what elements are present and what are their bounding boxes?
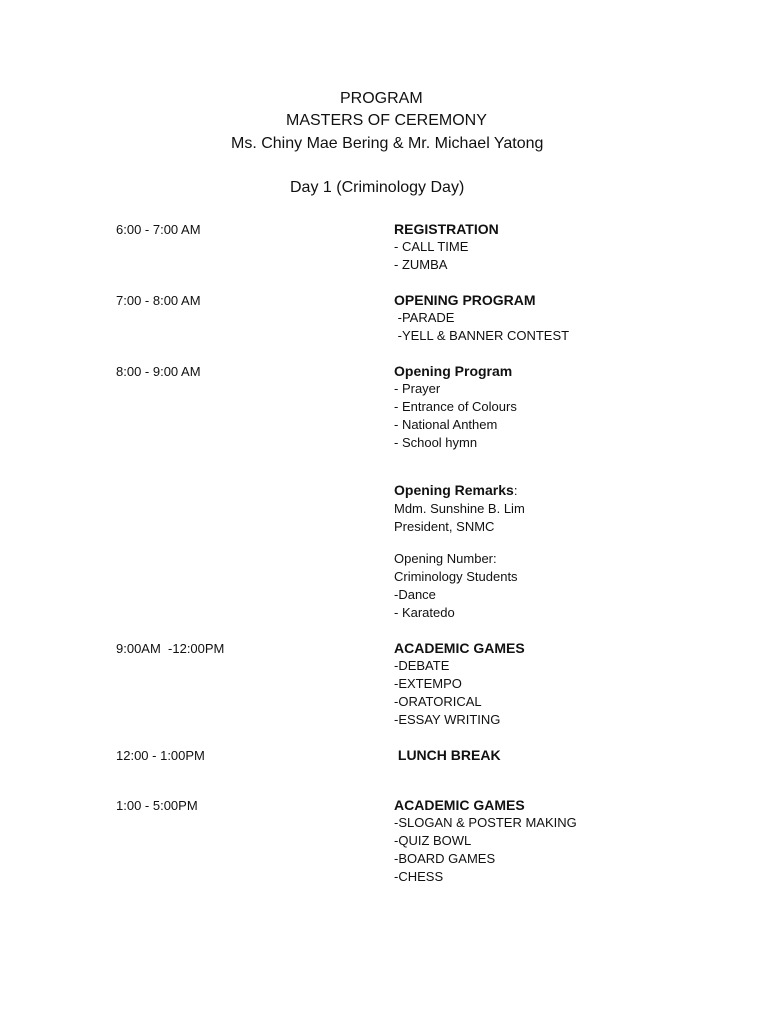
schedule-item: -YELL & BANNER CONTEST	[394, 328, 570, 343]
schedule-item: -ESSAY WRITING	[394, 712, 501, 727]
program-heading: PROGRAM	[340, 90, 423, 107]
schedule-title: REGISTRATION	[394, 221, 499, 237]
speaker-position: President, SNMC	[394, 519, 495, 534]
schedule-item: -BOARD GAMES	[394, 851, 496, 866]
schedule-time-academic-games-afternoon: 1:00 - 5:00PM	[116, 798, 198, 813]
schedule-item: - School hymn	[394, 435, 478, 450]
schedule-time-academic-games-morning: 9:00AM -12:00PM	[116, 641, 225, 656]
schedule-item: -SLOGAN & POSTER MAKING	[394, 815, 577, 830]
schedule-time-lunch: 12:00 - 1:00PM	[116, 748, 205, 763]
schedule-title: LUNCH BREAK	[394, 747, 501, 763]
day-title: Day 1 (Criminology Day)	[290, 179, 465, 196]
schedule-item: -Dance	[394, 587, 436, 602]
schedule-item: -PARADE	[394, 310, 455, 325]
schedule-title: Opening Remarks	[394, 482, 514, 498]
masters-names: Ms. Chiny Mae Bering & Mr. Michael Yatong	[231, 135, 544, 152]
schedule-item: - Karatedo	[394, 605, 455, 620]
schedule-block-academic-games-morning	[394, 639, 525, 729]
schedule-time-opening-program: 7:00 - 8:00 AM	[116, 293, 201, 308]
schedule-block-academic-games-afternoon	[394, 796, 577, 886]
schedule-block-opening-program	[394, 291, 569, 345]
schedule-time-registration: 6:00 - 7:00 AM	[116, 222, 201, 237]
schedule-item: - ZUMBA	[394, 257, 448, 272]
schedule-item: Criminology Students	[394, 569, 518, 584]
schedule-item: - National Anthem	[394, 417, 498, 432]
schedule-block-opening-number	[394, 550, 518, 622]
schedule-item: -QUIZ BOWL	[394, 833, 472, 848]
schedule-item: - Prayer	[394, 381, 441, 396]
schedule-item: -CHESS	[394, 869, 444, 884]
schedule-title: ACADEMIC GAMES	[394, 640, 525, 656]
title-colon: :	[513, 483, 518, 498]
schedule-item: -EXTEMPO	[394, 676, 462, 691]
schedule-item: - CALL TIME	[394, 239, 469, 254]
schedule-title: Opening Program	[394, 363, 513, 379]
schedule-item: Opening Number:	[394, 551, 497, 566]
schedule-title: OPENING PROGRAM	[394, 292, 536, 308]
schedule-block-ceremony	[394, 362, 517, 452]
schedule-block-lunch	[394, 746, 501, 764]
schedule-item: -ORATORICAL	[394, 694, 482, 709]
schedule-item: -DEBATE	[394, 658, 450, 673]
schedule-block-opening-remarks	[394, 481, 525, 536]
masters-of-ceremony-heading: MASTERS OF CEREMONY	[286, 112, 487, 129]
schedule-time-ceremony: 8:00 - 9:00 AM	[116, 364, 201, 379]
schedule-title: ACADEMIC GAMES	[394, 797, 525, 813]
schedule-block-registration	[394, 220, 499, 274]
speaker-name: Mdm. Sunshine B. Lim	[394, 501, 525, 516]
schedule-item: - Entrance of Colours	[394, 399, 517, 414]
